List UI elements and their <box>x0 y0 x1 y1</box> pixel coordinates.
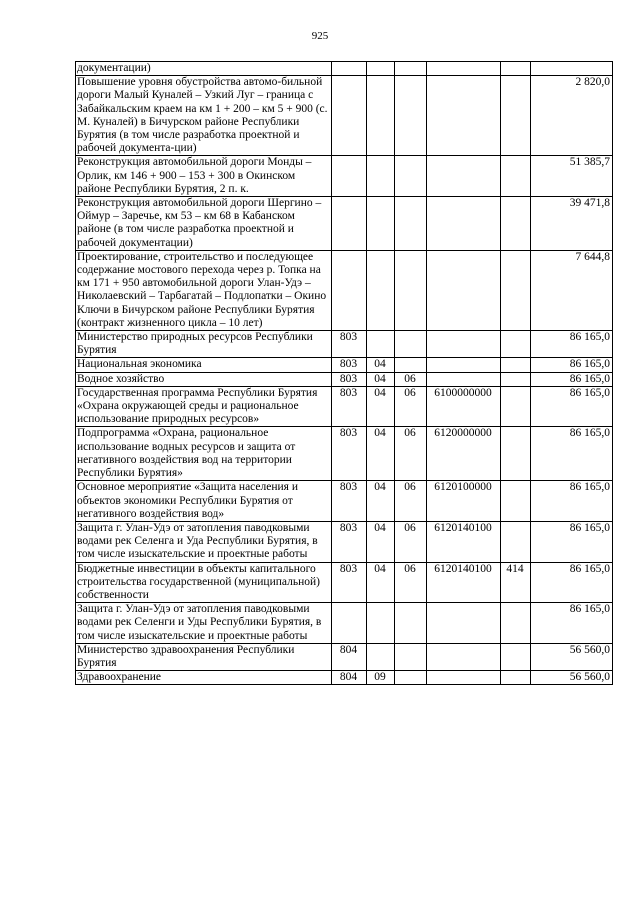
subsection-code-cell: 06 <box>395 427 427 481</box>
target-article-cell <box>427 603 501 644</box>
subsection-code-cell <box>395 671 427 685</box>
table-row <box>76 76 613 156</box>
table-row <box>76 250 613 330</box>
row-name-cell: Бюджетные инвестиции в объекты капитального строительства государственной (муниципальной) собственности <box>76 562 332 603</box>
section-code-cell <box>367 603 395 644</box>
row-name-cell: Министерство здравоохранения Республики Бурятия <box>76 643 332 670</box>
row-name-cell: Реконструкция автомобильной дороги Монды – Орлик, км 146 + 900 – 153 + 300 в Окинском районе Республики Бурятия, 2 п. к. <box>76 156 332 197</box>
expense-type-cell <box>501 671 531 685</box>
target-article-cell: 6100000000 <box>427 386 501 427</box>
expense-type-cell <box>501 372 531 386</box>
row-name-cell: документации) <box>76 62 332 76</box>
amount-cell: 7 644,8 <box>531 250 613 330</box>
ministry-code-cell: 803 <box>332 358 367 372</box>
target-article-cell <box>427 358 501 372</box>
row-name-cell: Повышение уровня обустройства автомо-бильной дороги Малый Куналей – Узкий Луг – граница с Забайкальским краем на км 1 + 200 – км 5 + 900 (с. М. Куналей) в Бичурском районе Республики Бурятия (в том числе разработка проектной и рабочей документа-ции) <box>76 76 332 156</box>
target-article-cell <box>427 62 501 76</box>
ministry-code-cell: 803 <box>332 331 367 358</box>
ministry-code-cell: 803 <box>332 521 367 562</box>
subsection-code-cell: 06 <box>395 562 427 603</box>
expense-type-cell: 414 <box>501 562 531 603</box>
target-article-cell <box>427 372 501 386</box>
amount-cell: 86 165,0 <box>531 372 613 386</box>
section-code-cell: 04 <box>367 386 395 427</box>
subsection-code-cell <box>395 197 427 251</box>
table-row <box>76 521 613 562</box>
row-name-cell: Основное мероприятие «Защита населения и объектов экономики Республики Бурятия от негативного воздействия вод» <box>76 481 332 522</box>
target-article-cell <box>427 197 501 251</box>
section-code-cell: 04 <box>367 521 395 562</box>
section-code-cell: 04 <box>367 427 395 481</box>
amount-cell <box>531 62 613 76</box>
target-article-cell <box>427 76 501 156</box>
ministry-code-cell: 803 <box>332 372 367 386</box>
table-row <box>76 427 613 481</box>
ministry-code-cell: 803 <box>332 481 367 522</box>
expense-type-cell <box>501 62 531 76</box>
table-row <box>76 671 613 685</box>
amount-cell: 86 165,0 <box>531 331 613 358</box>
target-article-cell <box>427 643 501 670</box>
subsection-code-cell <box>395 603 427 644</box>
ministry-code-cell: 803 <box>332 427 367 481</box>
subsection-code-cell <box>395 331 427 358</box>
amount-cell: 56 560,0 <box>531 671 613 685</box>
section-code-cell <box>367 76 395 156</box>
table-row <box>76 643 613 670</box>
row-name-cell: Защита г. Улан-Удэ от затопления паводковыми водами рек Селенги и Уды Республики Бурятия, в том числе изыскательские и проектные работы <box>76 603 332 644</box>
amount-cell: 86 165,0 <box>531 427 613 481</box>
amount-cell: 39 471,8 <box>531 197 613 251</box>
table-row <box>76 156 613 197</box>
row-name-cell: Государственная программа Республики Бурятия «Охрана окружающей среды и рациональное использование природных ресурсов» <box>76 386 332 427</box>
expense-type-cell <box>501 603 531 644</box>
target-article-cell <box>427 156 501 197</box>
section-code-cell: 09 <box>367 671 395 685</box>
target-article-cell <box>427 331 501 358</box>
amount-cell: 86 165,0 <box>531 521 613 562</box>
target-article-cell: 6120140100 <box>427 521 501 562</box>
expense-type-cell <box>501 481 531 522</box>
section-code-cell <box>367 156 395 197</box>
expense-type-cell <box>501 521 531 562</box>
section-code-cell <box>367 62 395 76</box>
section-code-cell: 04 <box>367 481 395 522</box>
table-row <box>76 372 613 386</box>
amount-cell: 51 385,7 <box>531 156 613 197</box>
target-article-cell: 6120000000 <box>427 427 501 481</box>
ministry-code-cell: 803 <box>332 386 367 427</box>
ministry-code-cell: 804 <box>332 643 367 670</box>
subsection-code-cell: 06 <box>395 372 427 386</box>
row-name-cell: Национальная экономика <box>76 358 332 372</box>
section-code-cell <box>367 197 395 251</box>
row-name-cell: Водное хозяйство <box>76 372 332 386</box>
amount-cell: 86 165,0 <box>531 386 613 427</box>
ministry-code-cell <box>332 197 367 251</box>
row-name-cell: Реконструкция автомобильной дороги Шергино – Оймур – Заречье, км 53 – км 68 в Кабанском районе (в том числе разработка проектной и рабочей документации) <box>76 197 332 251</box>
subsection-code-cell <box>395 643 427 670</box>
subsection-code-cell <box>395 250 427 330</box>
ministry-code-cell <box>332 156 367 197</box>
section-code-cell <box>367 331 395 358</box>
subsection-code-cell: 06 <box>395 481 427 522</box>
expense-type-cell <box>501 358 531 372</box>
table-row <box>76 386 613 427</box>
row-name-cell: Здравоохранение <box>76 671 332 685</box>
subsection-code-cell <box>395 358 427 372</box>
page-number: 925 <box>311 30 329 42</box>
row-name-cell: Проектирование, строительство и последующее содержание мостового перехода через р. Топка на км 171 + 950 автомобильной дороги Улан-Удэ – Николаевский – Тарбагатай – Подлопатки – Окино Ключи в Бичурском районе Республики Бурятия (контракт жизненного цикла – 10 лет) <box>76 250 332 330</box>
ministry-code-cell <box>332 62 367 76</box>
ministry-code-cell: 804 <box>332 671 367 685</box>
row-name-cell: Защита г. Улан-Удэ от затопления паводковыми водами рек Селенга и Уда Республики Бурятия, в том числе изыскательские и проектные работы <box>76 521 332 562</box>
expense-type-cell <box>501 250 531 330</box>
expense-type-cell <box>501 643 531 670</box>
expense-type-cell <box>501 331 531 358</box>
target-article-cell: 6120140100 <box>427 562 501 603</box>
budget-table-body <box>76 62 613 685</box>
target-article-cell: 6120100000 <box>427 481 501 522</box>
table-row <box>76 481 613 522</box>
table-row <box>76 62 613 76</box>
expense-type-cell <box>501 197 531 251</box>
ministry-code-cell: 803 <box>332 562 367 603</box>
expense-type-cell <box>501 427 531 481</box>
amount-cell: 86 165,0 <box>531 358 613 372</box>
subsection-code-cell: 06 <box>395 386 427 427</box>
section-code-cell: 04 <box>367 562 395 603</box>
amount-cell: 56 560,0 <box>531 643 613 670</box>
budget-table <box>75 61 613 685</box>
ministry-code-cell <box>332 603 367 644</box>
ministry-code-cell <box>332 250 367 330</box>
table-row <box>76 331 613 358</box>
subsection-code-cell: 06 <box>395 521 427 562</box>
amount-cell: 86 165,0 <box>531 481 613 522</box>
row-name-cell: Министерство природных ресурсов Республики Бурятия <box>76 331 332 358</box>
table-row <box>76 603 613 644</box>
table-row <box>76 562 613 603</box>
amount-cell: 86 165,0 <box>531 603 613 644</box>
subsection-code-cell <box>395 62 427 76</box>
section-code-cell: 04 <box>367 372 395 386</box>
section-code-cell: 04 <box>367 358 395 372</box>
ministry-code-cell <box>332 76 367 156</box>
amount-cell: 2 820,0 <box>531 76 613 156</box>
expense-type-cell <box>501 156 531 197</box>
table-row <box>76 197 613 251</box>
section-code-cell <box>367 643 395 670</box>
amount-cell: 86 165,0 <box>531 562 613 603</box>
subsection-code-cell <box>395 76 427 156</box>
row-name-cell: Подпрограмма «Охрана, рациональное использование водных ресурсов и защита от негативного воздействия вод на территории Республики Бурятия» <box>76 427 332 481</box>
target-article-cell <box>427 671 501 685</box>
section-code-cell <box>367 250 395 330</box>
expense-type-cell <box>501 386 531 427</box>
table-row <box>76 358 613 372</box>
subsection-code-cell <box>395 156 427 197</box>
target-article-cell <box>427 250 501 330</box>
expense-type-cell <box>501 76 531 156</box>
